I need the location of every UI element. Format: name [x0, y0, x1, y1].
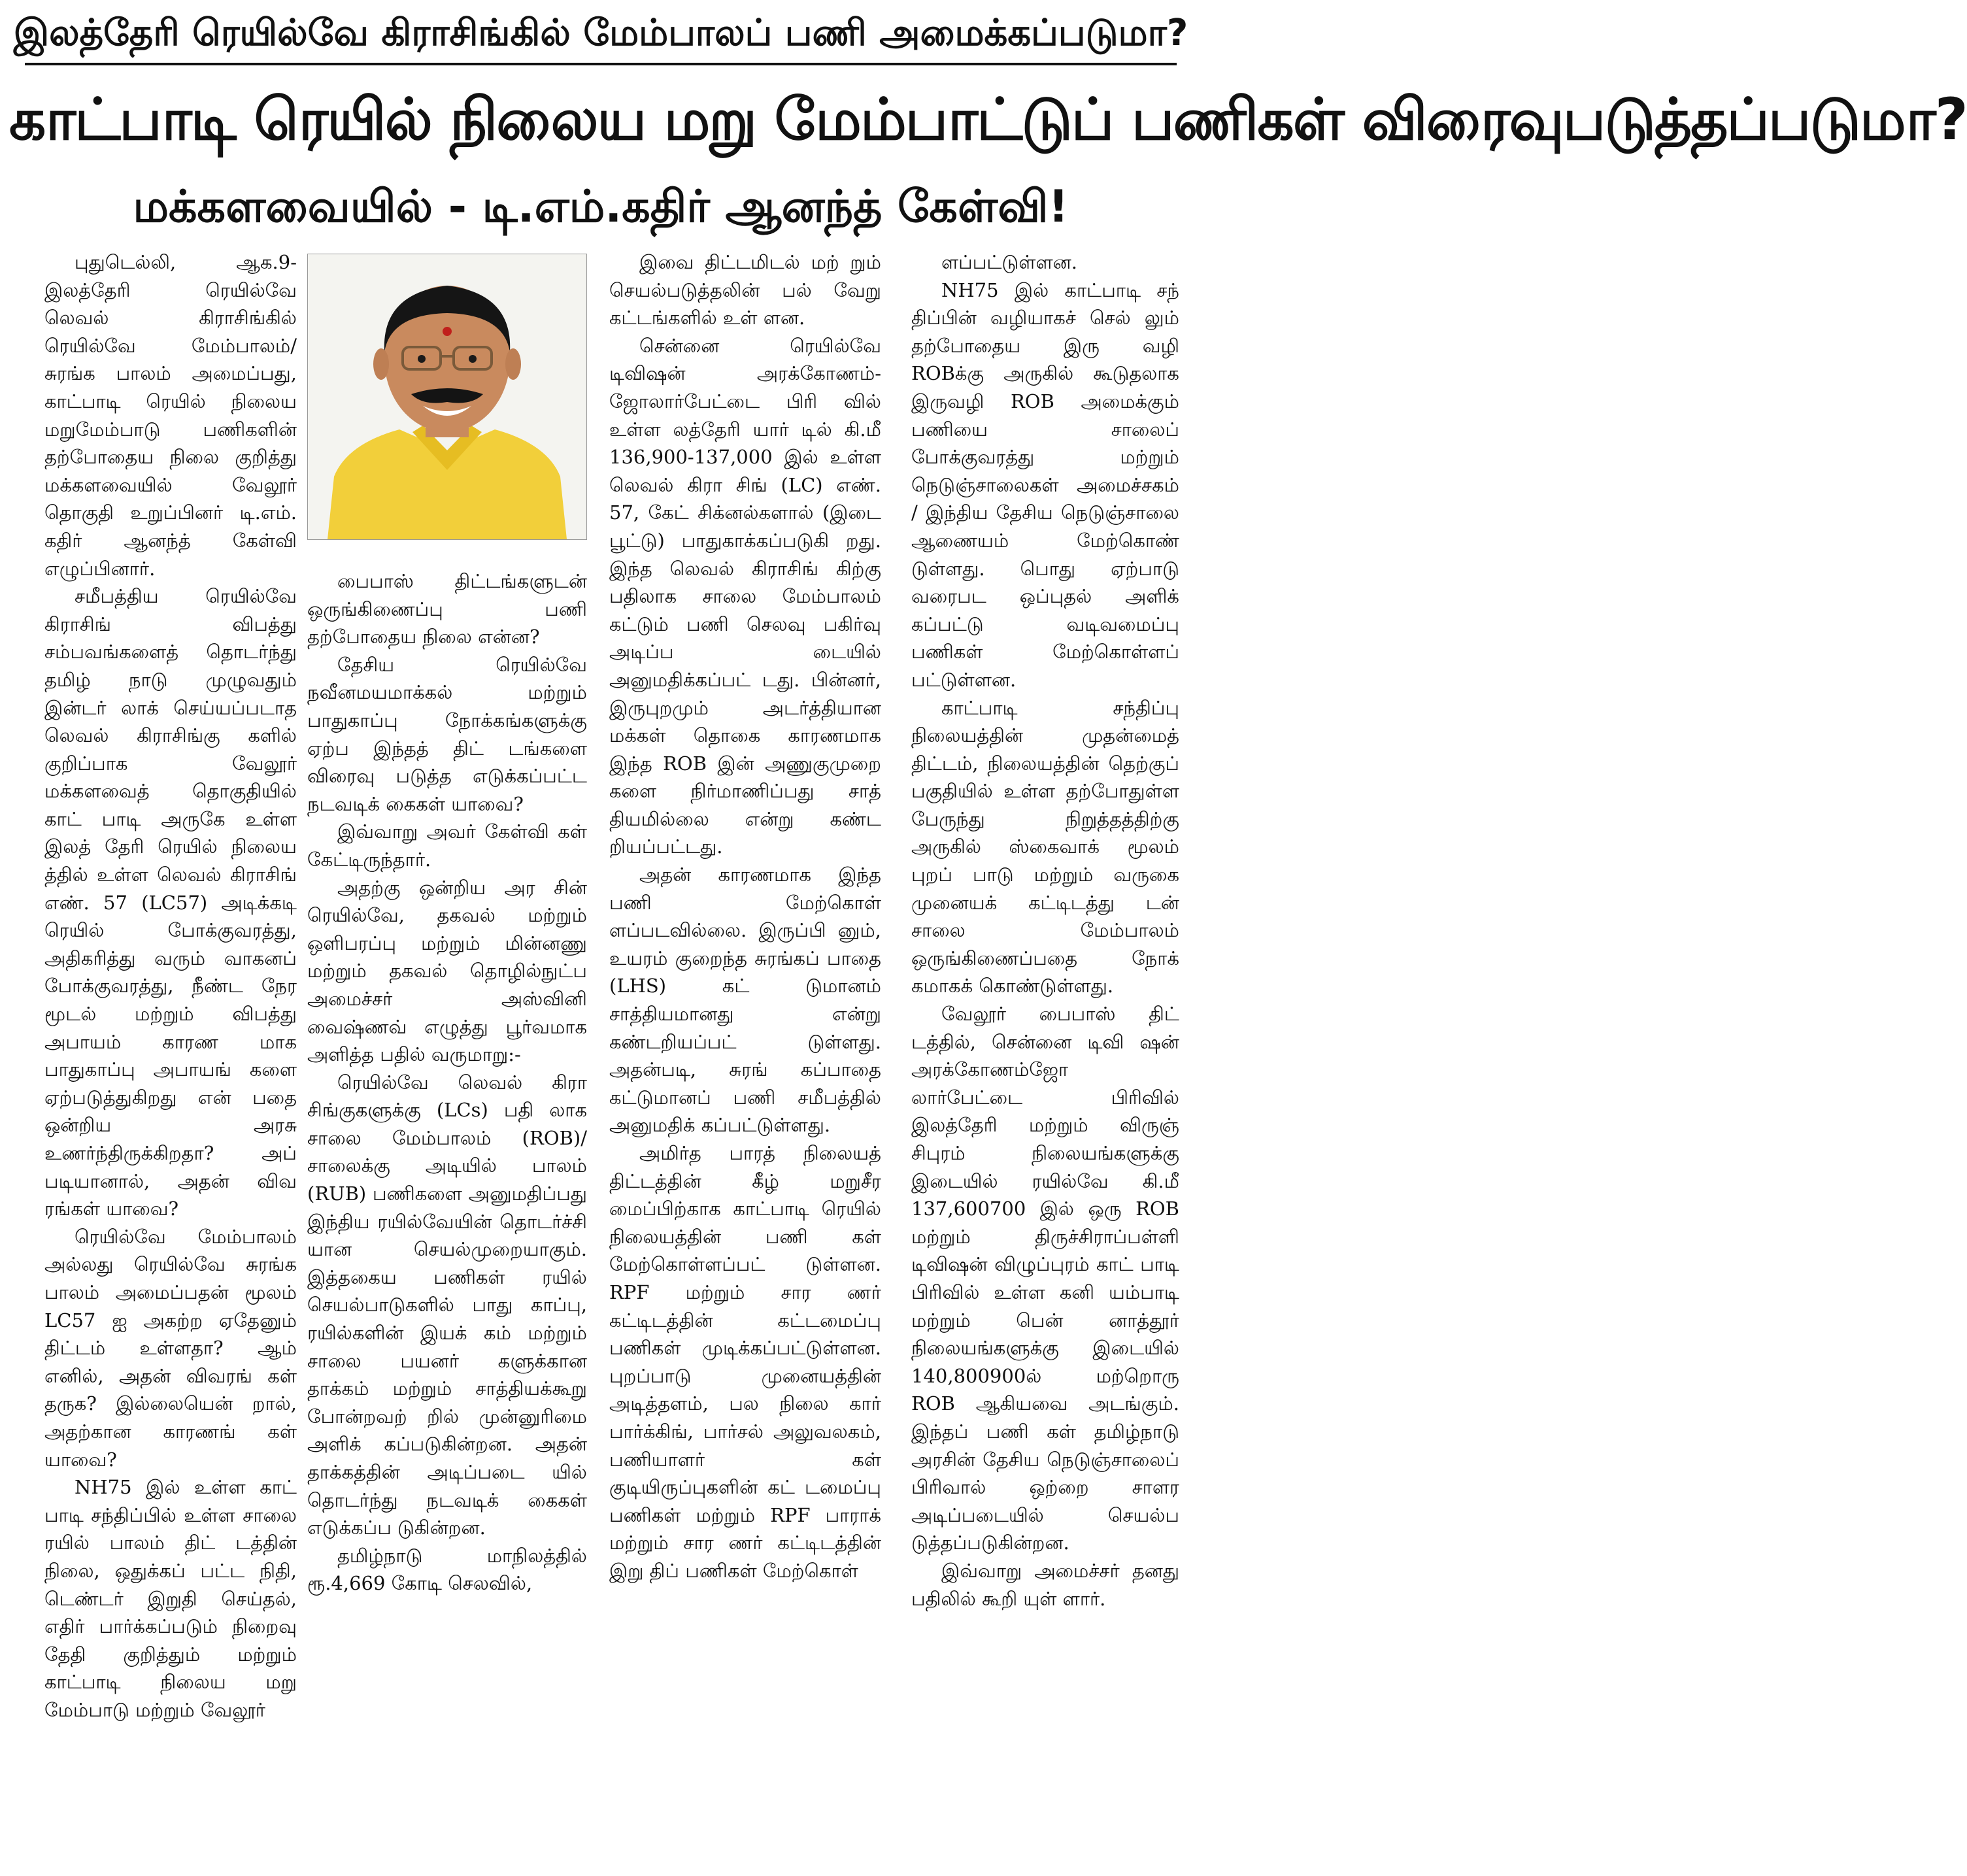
- paragraph: காட்பாடி சந்திப்பு நிலையத்தின் முதன்மைத் திட்டம், நிலையத்தின் தெற்குப் பகுதியில் உள்ள தற்போதுள்ள பேருந்து நிறுத்தத்திற்கு அருகில் ஸ்கைவாக் மூலம் புறப் பாடு மற்றும் வருகை முனையக் கட்டிடத்து டன் சாலை மேம்பாலம் ஒருங்கிணைப்பதை நோக் கமாகக் கொண்டுள்ளது.: [911, 696, 1179, 997]
- portrait-photo: [307, 254, 587, 540]
- article-column-2: [307, 567, 587, 1869]
- main-headline: காட்பாடி ரெயில் நிலைய மறு மேம்பாட்டுப் பணிகள் விரைவுபடுத்தப்படுமா?: [9, 86, 1967, 153]
- paragraph: சமீபத்திய ரெயில்வே கிராசிங் விபத்து சம்பவங்களைத் தொடர்ந்து தமிழ் நாடு முழுவதும் இன்டர் லாக் செய்யப்படாத லெவல் கிராசிங்கு களில் குறிப்பாக வேலூர் மக்களவைத் தொகுதியில் காட் பாடி அருகே உள்ள இலத் தேரி ரெயில் நிலைய த்தில் உள்ள லெவல் கிராசிங் எண். 57 (LC57) அடிக்கடி ரெயில் போக்குவரத்து, அதிகரித்து வரும் வாகனப் போக்குவரத்து, நீண்ட நேர மூடல் மற்றும் விபத்து அபாயம் காரண மாக பாதுகாப்பு அபாயங் களை ஏற்படுத்துகிறது என் பதை ஒன்றிய அரசு உணர்ந்திருக்கிறதா? அப் படியானால், அதன் விவ ரங்கள் யாவை?: [44, 585, 297, 1220]
- paragraph: இவை திட்டமிடல் மற் றும் செயல்படுத்தலின் பல் வேறு கட்டங்களில் உள் ளன.: [609, 251, 881, 329]
- paragraph: அமிர்த பாரத் நிலையத் திட்டத்தின் கீழ் மறுசீர மைப்பிற்காக காட்பாடி ரெயில் நிலையத்தின் பணி கள் மேற்கொள்ளப்பட் டுள்ளன. RPF மற்றும் சார ணர் கட்டிடத்தின் கட்டமைப்பு பணிகள் முடிக்கப்பட்டுள்ளன. புறப்பாடு முனையத்தின் அடித்தளம், பல நிலை கார் பார்க்கிங், பார்சல் அலுவலகம், பணியாளர் கள் குடியிருப்புகளின் கட் டமைப்பு பணிகள் மற்றும் RPF பாராக் மற்றும் சார ணர் கட்டிடத்தின் இறு திப் பணிகள் மேற்கொள்: [609, 1142, 881, 1582]
- article-column-3: [609, 248, 881, 1869]
- paragraph: அதற்கு ஒன்றிய அர சின் ரெயில்வே, தகவல் மற்றும் ஒளிபரப்பு மற்றும் மின்னணு மற்றும் தகவல் தொழில்நுட்ப அமைச்சர் அஸ்வினி வைஷ்ணவ் எழுத்து பூர்வமாக அளித்த பதில் வருமாறு:-: [307, 876, 587, 1066]
- paragraph: ரெயில்வே லெவல் கிரா சிங்குகளுக்கு (LCs) பதி லாக சாலை மேம்பாலம் (ROB)/சாலைக்கு அடியில் பாலம் (RUB) பணிகளை அனுமதிப்பது இந்திய ரயில்வேயின் தொடர்ச்சி யான செயல்முறையாகும். இத்தகைய பணிகள் ரயில் செயல்பாடுகளில் பாது காப்பு, ரயில்களின் இயக் கம் மற்றும் சாலை பயனர் களுக்கான தாக்கம் மற்றும் சாத்தியக்கூறு போன்றவற் றில் முன்னுரிமை அளிக் கப்படுகின்றன. அதன் தாக்கத்தின் அடிப்படை யில் தொடர்ந்து நடவடிக் கைகள் எடுக்கப்ப டுகின்றன.: [307, 1071, 587, 1539]
- kicker-headline: இலத்தேரி ரெயில்வே கிராசிங்கில் மேம்பாலப் பணி அமைக்கப்படுமா?: [13, 12, 1188, 54]
- portrait-illustration: [308, 254, 586, 539]
- paragraph: இவ்வாறு அமைச்சர் தனது பதிலில் கூறி யுள் ளார்.: [911, 1559, 1179, 1610]
- article-column-1: [44, 248, 297, 1869]
- paragraph: புதுடெல்லி, ஆக.9- இலத்தேரி ரெயில்வே லெவல் கிராசிங்கில் ரெயில்வே மேம்பாலம்/ சுரங்க பாலம் அமைப்பது, காட்பாடி ரெயில் நிலைய மறுமேம்பாடு பணிகளின் தற்போதைய நிலை குறித்து மக்களவையில் வேலூர் தொகுதி உறுப்பினர் டி.எம். கதிர் ஆனந்த் கேள்வி எழுப்பினார்.: [44, 251, 297, 580]
- paragraph: அதன் காரணமாக இந்த பணி மேற்கொள் ளப்படவில்லை. இருப்பி னும், உயரம் குறைந்த சுரங்கப் பாதை (LHS) கட் டுமானம் சாத்தியமானது என்று கண்டறியப்பட் டுள்ளது. அதன்படி, சுரங் கப்பாதை கட்டுமானப் பணி சமீபத்தில் அனுமதிக் கப்பட்டுள்ளது.: [609, 863, 881, 1137]
- sub-headline: மக்களவையில் - டி.எம்.கதிர் ஆனந்த் கேள்வி!: [133, 181, 1069, 233]
- paragraph: வேலூர் பைபாஸ் திட் டத்தில், சென்னை டிவி ஷன் அரக்கோணம்ஜோ லார்பேட்டை பிரிவில் இலத்தேரி மற்றும் விருஞ் சிபுரம் நிலையங்களுக்கு இடையில் ரயில்வே கி.மீ 137,600700 இல் ஒரு ROB மற்றும் திருச்சிராப்பள்ளி டிவிஷன் விழுப்புரம் காட் பாடி பிரிவில் உள்ள கனி யம்பாடி மற்றும் பென் னாத்தூர் நிலையங்களுக்கு இடையில் 140,800900ல் மற்றொரு ROB ஆகியவை அடங்கும். இந்தப் பணி கள் தமிழ்நாடு அரசின் தேசிய நெடுஞ்சாலைப் பிரிவால் ஒற்றை சாளர அடிப்படையில் செயல்ப டுத்தப்படுகின்றன.: [911, 1003, 1179, 1554]
- paragraph: NH75 இல் உள்ள காட் பாடி சந்திப்பில் உள்ள சாலை ரயில் பாலம் திட் டத்தின் நிலை, ஒதுக்கப் பட்ட நிதி, டெண்டர் இறுதி செய்தல், எதிர் பார்க்கப்படும் நிறைவு தேதி குறித்தும் மற்றும் காட்பாடி நிலைய மறு மேம்பாடு மற்றும் வேலூர்: [44, 1476, 297, 1721]
- paragraph: ளப்பட்டுள்ளன.: [941, 251, 1077, 273]
- paragraph: சென்னை ரெயில்வே டிவிஷன் அரக்கோணம்- ஜோலார்பேட்டை பிரி வில் உள்ள லத்தேரி யார் டில் கி.மீ 136,900-137,000 இல் உள்ள லெவல் கிரா சிங் (LC) எண். 57, கேட் சிக்னல்களால் (இடை பூட்டு) பாதுகாக்கப்படுகி றது. இந்த லெவல் கிராசிங் கிற்கு பதிலாக சாலை மேம்பாலம் கட்டும் பணி செலவு பகிர்வு அடிப்ப டையில் அனுமதிக்கப்பட் டது. பின்னர், இருபுறமும் அடர்த்தியான மக்கள் தொகை காரணமாக இந்த ROB இன் அணுகுமுறை களை நிர்மாணிப்பது சாத் தியமில்லை என்று கண்ட றியப்பட்டது.: [609, 334, 881, 858]
- paragraph: ரெயில்வே மேம்பாலம் அல்லது ரெயில்வே சுரங்க பாலம் அமைப்பதன் மூலம் LC57 ஐ அகற்ற ஏதேனும் திட்டம் உள்ளதா? ஆம் எனில், அதன் விவரங் கள் தருக? இல்லையென் றால், அதற்கான காரணங் கள் யாவை?: [44, 1225, 297, 1471]
- paragraph: இவ்வாறு அவர் கேள்வி கள் கேட்டிருந்தார்.: [307, 820, 587, 871]
- paragraph: பைபாஸ் திட்டங்களுடன் ஒருங்கிணைப்பு பணி தற்போதைய நிலை என்ன?: [307, 570, 587, 648]
- paragraph: தேசிய ரெயில்வே நவீனமயமாக்கல் மற்றும் பாதுகாப்பு நோக்கங்களுக்கு ஏற்ப இந்தத் திட் டங்களை விரைவு படுத்த எடுக்கப்பட்ட நடவடிக் கைகள் யாவை?: [307, 653, 587, 815]
- article-column-4: [911, 248, 1179, 1869]
- paragraph: NH75 இல் காட்பாடி சந் திப்பின் வழியாகச் செல் லும் தற்போதைய இரு வழி ROBக்கு அருகில் கூடுதலாக இருவழி ROB அமைக்கும் பணியை சாலைப் போக்குவரத்து மற்றும் நெடுஞ்சாலைகள் அமைச்சகம் / இந்திய தேசிய நெடுஞ்சாலை ஆணையம் மேற்கொண் டுள்ளது. பொது ஏற்பாடு வரைபட ஒப்புதல் அளிக் கப்பட்டு வடிவமைப்பு பணிகள் மேற்கொள்ளப் பட்டுள்ளன.: [911, 278, 1179, 691]
- paragraph: தமிழ்நாடு மாநிலத்தில் ரூ.4,669 கோடி செலவில்,: [307, 1544, 587, 1595]
- kicker-rule: [25, 63, 1177, 65]
